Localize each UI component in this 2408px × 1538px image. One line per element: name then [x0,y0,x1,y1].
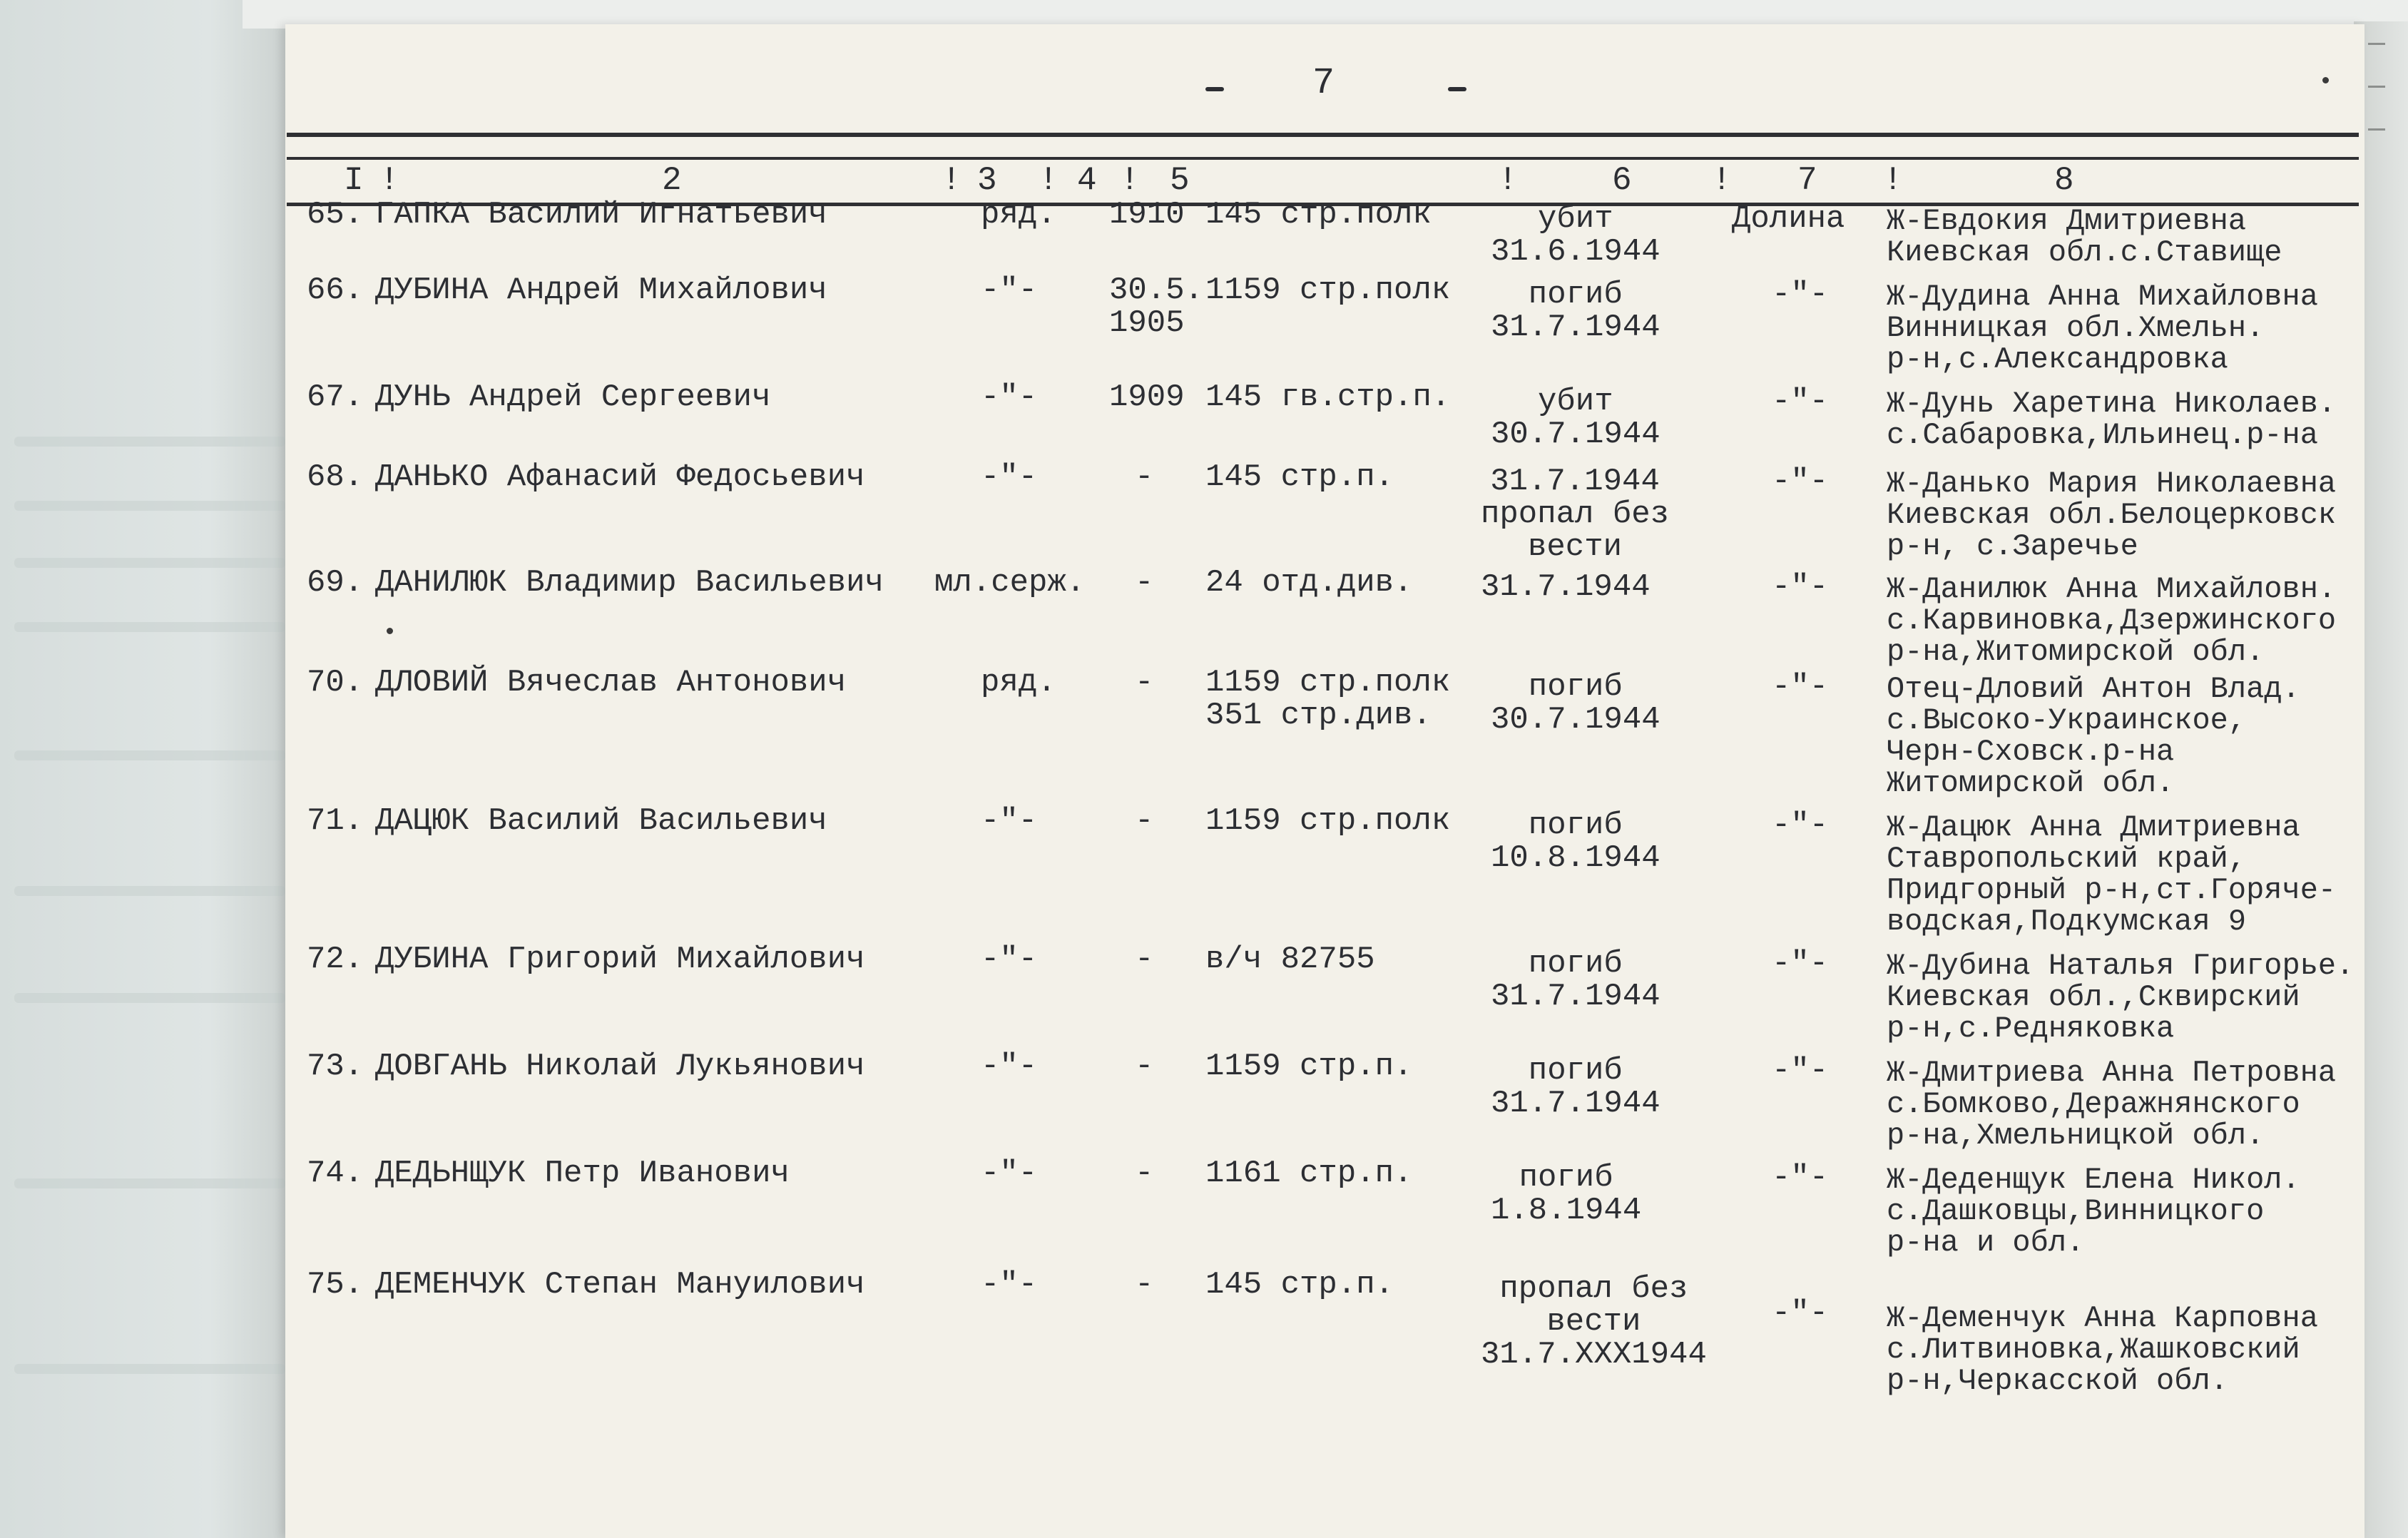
soldier-name-line: ДУНЬ Андрей Сергеевич [375,380,771,415]
military-rank-line: ряд. [981,665,1056,701]
birth-year-line: - [1135,1156,1154,1191]
soldier-name-line: ДАНИЛЮК Владимир Васильевич [375,565,884,601]
burial-place [1772,1161,1828,1194]
birth-year [1109,381,1185,414]
soldier-name [375,198,827,231]
fate-and-date [1491,809,1660,875]
relatives-address [1887,1303,2318,1397]
record-number-line: 74. [307,1156,364,1191]
relatives-address [1887,812,2336,937]
soldier-name-line: ГАПКА Василий Игнатьевич [375,197,827,233]
burial-place-line: -"- [1772,946,1829,982]
col-6-header: 6 [1612,162,1632,199]
military-rank-line: мл.серж. [934,565,1086,601]
relatives-address-line: Придгорный р-н,ст.Горяче- [1887,873,2337,907]
relatives-address [1887,574,2336,668]
facing-page-text-line [14,993,285,1003]
relatives-address-line: Житомирской обл. [1887,766,2175,800]
birth-year [1135,1157,1153,1190]
military-unit [1205,274,1450,307]
fate-and-date [1491,385,1660,451]
relatives-address-line: Ж-Дунь Харетина Николаев. [1887,387,2337,421]
relatives-address-line: Ж-Дудина Анна Михайловна [1887,280,2318,314]
birth-year [1135,1268,1153,1301]
record-number [307,381,363,414]
burial-place [1772,947,1828,980]
birth-year-line: - [1135,1267,1154,1303]
col-4-header: 4 [1077,162,1097,199]
burial-place [1772,1297,1828,1330]
facing-page-text-line [14,501,285,511]
record-number [307,805,363,837]
military-unit-line: 1161 стр.п. [1205,1156,1413,1191]
relatives-address [1887,281,2318,375]
fate-and-date-line: пропал без [1481,496,1670,532]
military-unit [1205,943,1375,976]
soldier-name [375,943,865,976]
relatives-address [1887,1164,2300,1258]
burial-place [1772,1054,1828,1087]
record-number [307,198,363,231]
relatives-address-line: Ж-Данько Мария Николаевна [1887,467,2337,501]
col-sep: ! [1498,162,1518,199]
relatives-address-line: р-н,с.Александровка [1887,342,2228,377]
soldier-name [375,381,771,414]
birth-year-line: 1910 [1109,197,1185,233]
mark-dot [2322,77,2329,83]
burial-place-line: -"- [1772,1160,1829,1196]
military-rank [981,805,1037,837]
relatives-address-line: Отец-Дловий Антон Влад. [1887,672,2300,706]
stray-mark [387,628,393,634]
military-unit-line: 1159 стр.п. [1205,1049,1413,1084]
birth-year-line: - [1135,459,1154,495]
relatives-address-line: Киевская обл.,Сквирский [1887,980,2300,1014]
relatives-address-line: Киевская обл.Белоцерковск [1887,498,2337,532]
col-sep: ! [1712,162,1732,199]
fate-and-date [1491,671,1660,736]
relatives-address-line: Ж-Евдокия Дмитриевна [1887,204,2247,238]
military-rank-line: -"- [981,1267,1038,1303]
relatives-address-line: Ж-Дубина Наталья Григорье. [1887,949,2355,983]
relatives-address-line: р-н,Черкасской обл. [1887,1364,2228,1398]
birth-year-line: 1905 [1109,305,1185,341]
burial-place-line: -"- [1772,1295,1829,1331]
record-number [307,274,363,307]
military-unit-line: 145 стр.п. [1205,459,1394,495]
record-number-line: 68. [307,459,364,495]
military-unit-line: 24 отд.див. [1205,565,1413,601]
military-rank-line: -"- [981,1049,1038,1084]
facing-page-text-line [14,622,285,632]
military-unit-line: 1159 стр.полк [1205,665,1451,701]
fate-and-date [1481,465,1669,564]
fate-and-date-line: 10.8.1944 [1491,840,1660,876]
military-unit-line: 145 стр.полк [1205,197,1432,233]
facing-page-text-line [14,886,285,896]
soldier-name-line: ДУБИНА Андрей Михайлович [375,273,827,308]
military-unit [1205,1050,1412,1083]
soldier-name [375,1268,865,1301]
relatives-address-line: Ж-Дацюк Анна Дмитриевна [1887,810,2300,845]
record-number [307,1050,363,1083]
military-rank [981,666,1056,699]
relatives-address-line: р-на,Житомирской обл. [1887,635,2265,669]
soldier-name [375,461,865,494]
fate-and-date-line: 31.7.1944 [1491,310,1660,345]
birth-year-line: 1909 [1109,380,1185,415]
military-rank-line: ряд. [981,197,1056,233]
record-number-line: 75. [307,1267,364,1303]
soldier-name-line: ДАЦЮК Василий Васильевич [375,803,827,839]
record-number [307,1268,363,1301]
record-number [307,943,363,976]
fate-and-date-line: 30.7.1944 [1491,702,1660,738]
relatives-address-line: Ж-Деденщук Елена Никол. [1887,1163,2300,1197]
burial-place [1772,465,1828,498]
record-number-line: 71. [307,803,364,839]
military-rank-line: -"- [981,459,1038,495]
military-rank [981,943,1037,976]
fate-and-date-line: 31.7.1944 [1490,464,1660,499]
col-sep: ! [1883,162,1903,199]
fate-and-date-line: 30.7.1944 [1491,417,1660,452]
record-number-line: 66. [307,273,364,308]
relatives-address-line: Винницкая обл.Хмельн. [1887,311,2265,345]
facing-page-text-line [14,750,285,760]
relatives-address-line: с.Литвиновка,Жашковский [1887,1333,2300,1367]
relatives-address [1887,205,2282,268]
fate-and-date [1491,203,1660,268]
relatives-address-line: с.Карвиновка,Дзержинского [1887,604,2337,638]
burial-place [1772,571,1828,604]
col-sep: ! [1120,162,1140,199]
burial-place-line: -"- [1772,669,1829,705]
record-number-line: 72. [307,942,364,977]
relatives-address-line: с.Сабаровка,Ильинец.р-на [1887,418,2318,452]
col-8-header: 8 [2054,162,2074,199]
birth-year [1135,566,1153,599]
col-3-header: 3 [977,162,997,199]
col-sep: ! [942,162,961,199]
relatives-address [1887,950,2354,1044]
relatives-address [1887,1057,2336,1151]
birth-year [1135,943,1153,976]
birth-year [1135,461,1153,494]
record-number-line: 69. [307,565,364,601]
birth-year [1109,274,1203,340]
military-rank-line: -"- [981,380,1038,415]
soldier-name [375,566,884,599]
fate-and-date-line: 1.8.1944 [1491,1193,1642,1228]
document-page [285,24,2364,1538]
fate-and-date-line: 31.7.ХХХ1944 [1481,1337,1707,1373]
birth-year-line: - [1135,1049,1154,1084]
facing-page-text-line [14,558,285,568]
military-unit [1205,461,1394,494]
soldier-name [375,805,827,837]
soldier-name [375,274,827,307]
relatives-address-line: р-н,с.Редняковка [1887,1012,2175,1046]
fate-and-date-line: погиб [1528,808,1623,843]
burial-place-line: Долина [1732,201,1845,237]
relatives-address-line: с.Высоко-Украинское, [1887,703,2247,738]
military-unit [1205,1157,1412,1190]
soldier-name-line: ДЛОВИЙ Вячеслав Антонович [375,665,847,701]
relatives-address-line: Ж-Деменчук Анна Карповна [1887,1301,2318,1335]
military-unit [1205,381,1450,414]
relatives-address-line: Ж-Данилюк Анна Михайловн. [1887,572,2337,606]
fate-and-date-line: погиб [1528,1053,1623,1089]
birth-year [1109,198,1185,231]
facing-page-text-line [14,1364,285,1374]
military-rank [981,274,1037,307]
burial-place-line: -"- [1772,1053,1829,1089]
military-unit [1205,1268,1394,1301]
record-number-line: 70. [307,665,364,701]
military-unit-line: 145 стр.п. [1205,1267,1394,1303]
birth-year-line: - [1135,665,1154,701]
birth-year-line: - [1135,803,1154,839]
relatives-address-line: Ж-Дмитриева Анна Петровна [1887,1056,2337,1090]
military-unit-line: 351 стр.див. [1205,698,1432,733]
military-unit [1205,566,1412,599]
military-rank-line: -"- [981,942,1038,977]
military-unit-line: 145 гв.стр.п. [1205,380,1451,415]
fate-and-date-line: погиб [1528,277,1623,312]
military-rank [981,461,1037,494]
burial-place-line: -"- [1772,384,1829,419]
fate-and-date-line: пропал без [1499,1271,1688,1307]
page-number: 7 [1312,62,1335,104]
col-2-header: 2 [662,162,682,199]
col-1-header: I [344,162,364,199]
military-unit [1205,666,1450,732]
birth-year [1135,1050,1153,1083]
burial-place [1772,385,1828,418]
relatives-address-line: Киевская обл.с.Ставище [1887,235,2282,270]
record-number [307,566,363,599]
fate-and-date-line: вести [1546,1304,1641,1340]
fate-and-date [1491,947,1660,1013]
page-number-dash [1448,87,1466,91]
military-unit-line: 1159 стр.полк [1205,273,1451,308]
fate-and-date [1491,278,1660,344]
fate-and-date-line: погиб [1519,1160,1613,1196]
facing-page [0,0,300,1538]
military-unit [1205,805,1450,837]
fate-and-date [1491,1054,1660,1120]
fate-and-date-line: убит [1538,384,1613,419]
record-number [307,666,363,699]
military-rank [981,381,1037,414]
burial-place [1732,203,1845,235]
fate-and-date-line: погиб [1528,946,1623,982]
burial-place-line: -"- [1772,808,1829,843]
fate-and-date-line: погиб [1528,669,1623,705]
burial-place [1772,671,1828,703]
military-unit-line: в/ч 82755 [1205,942,1375,977]
military-rank [981,1157,1037,1190]
fate-and-date-line: 31.7.1944 [1491,1086,1660,1121]
header-rule-middle [287,157,2359,160]
soldier-name-line: ДЕДЬНЩУК Петр Иванович [375,1156,790,1191]
relatives-address [1887,388,2336,451]
soldier-name-line: ДЕМЕНЧУК Степан Мануилович [375,1267,865,1303]
military-rank [981,1268,1037,1301]
military-rank-line: -"- [981,1156,1038,1191]
relatives-address-line: водская,Подкумская 9 [1887,905,2247,939]
military-rank-line: -"- [981,803,1038,839]
burial-place [1772,278,1828,311]
military-rank-line: -"- [981,273,1038,308]
record-number-line: 73. [307,1049,364,1084]
military-rank [934,566,1085,599]
birth-year-line: 30.5. [1109,273,1204,308]
birth-year-line: - [1135,942,1154,977]
military-unit [1205,198,1432,231]
soldier-name [375,1050,865,1083]
birth-year-line: - [1135,565,1154,601]
soldier-name [375,1157,790,1190]
relatives-address [1887,468,2336,562]
burial-place [1772,809,1828,842]
fate-and-date-line: 31.7.1944 [1491,979,1660,1014]
col-7-header: 7 [1797,162,1817,199]
fate-and-date-line: 31.7.1944 [1481,569,1651,605]
burial-place-line: -"- [1772,464,1829,499]
fate-and-date [1481,571,1651,604]
record-number [307,1157,363,1190]
page-number-dash [1205,87,1224,91]
fate-and-date [1491,1161,1641,1227]
relatives-address-line: с.Бомково,Деражнянского [1887,1087,2300,1121]
header-rule-top [287,133,2359,137]
military-unit-line: 1159 стр.полк [1205,803,1451,839]
col-sep: ! [379,162,399,199]
soldier-name-line: ДУБИНА Григорий Михайлович [375,942,865,977]
military-rank [981,1050,1037,1083]
col-sep: ! [1039,162,1058,199]
facing-page-text-line [14,437,285,447]
record-number-line: 67. [307,380,364,415]
military-rank [981,198,1056,231]
relatives-address-line: Ставропольский край, [1887,842,2247,876]
soldier-name-line: ДОВГАНЬ Николай Лукьянович [375,1049,865,1084]
relatives-address-line: с.Дашковцы,Винницкого [1887,1194,2265,1228]
facing-page-text-line [14,1178,285,1188]
record-number [307,461,363,494]
fate-and-date-line: вести [1528,529,1623,565]
soldier-name [375,666,846,699]
birth-year [1135,666,1153,699]
relatives-address-line: р-на и обл. [1887,1226,2085,1260]
birth-year [1135,805,1153,837]
relatives-address-line: Черн-Сховск.р-на [1887,735,2175,769]
relatives-address-line: р-на,Хмельницкой обл. [1887,1119,2265,1153]
burial-place-line: -"- [1772,569,1829,605]
relatives-address [1887,673,2300,799]
fate-and-date-line: убит [1538,201,1613,237]
col-5-header: 5 [1170,162,1190,199]
burial-place-line: -"- [1772,277,1829,312]
record-number-line: 65. [307,197,364,233]
fate-and-date [1481,1273,1707,1371]
fate-and-date-line: 31.6.1944 [1491,234,1660,270]
soldier-name-line: ДАНЬКО Афанасий Федосьевич [375,459,865,495]
relatives-address-line: р-н, с.Заречье [1887,529,2138,564]
